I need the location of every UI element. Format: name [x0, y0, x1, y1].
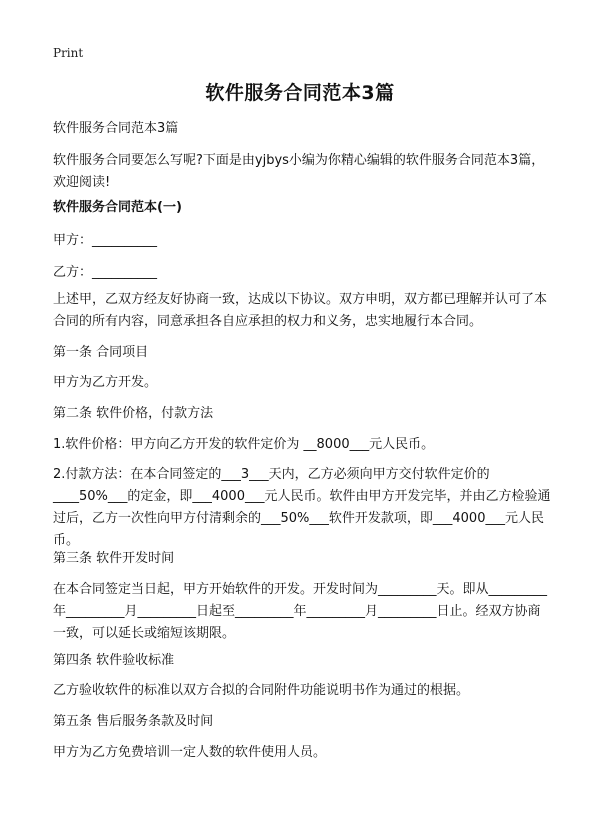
document-subtitle: 软件服务合同范本3篇: [53, 121, 179, 136]
section-heading: 软件服务合同范本(一): [53, 200, 182, 215]
article-3-title: 第三条 软件开发时间: [53, 551, 175, 566]
article-1-text: 甲方为乙方开发。: [53, 375, 158, 390]
preamble-paragraph: 上述甲，乙双方经友好协商一致，达成以下协议。双方申明，双方都已理解并认可了本合同的所有内容，同意承担各自应承担的权力和义务，忠实地履行本合同。: [53, 292, 548, 329]
article-2-item-1: 1.软件价格：甲方向乙方开发的软件定价为 __8000___元人民币。: [53, 437, 435, 452]
article-2-item-2: 2.付款方法：在本合同签定的___3___天内，乙方必须向甲方交付软件定价的____50%___的定金，即___4000___元人民币。软件由甲方开发完毕，并由乙方检验通过后，乙方一次性向甲方付清剩余的___50%___软件开发款项，即___4000___元人民币。: [53, 467, 551, 548]
print-link[interactable]: Print: [53, 46, 84, 60]
article-5-title: 第五条 售后服务条款及时间: [53, 714, 214, 729]
article-5-text: 甲方为乙方免费培训一定人数的软件使用人员。: [53, 745, 327, 760]
document-title: 软件服务合同范本3篇: [205, 82, 395, 104]
party-b-line: 乙方：__________: [53, 265, 158, 280]
article-4-title: 第四条 软件验收标准: [53, 653, 175, 668]
intro-paragraph: 软件服务合同要怎么写呢?下面是由yjbys小编为你精心编辑的软件服务合同范本3篇，欢迎阅读!: [53, 153, 545, 190]
article-1-title: 第一条 合同项目: [53, 345, 149, 360]
party-a-line: 甲方：__________: [53, 233, 158, 248]
article-2-title: 第二条 软件价格，付款方法: [53, 406, 214, 421]
article-3-text: 在本合同签定当日起，甲方开始软件的开发。开发时间为_________天。即从_________年_________月_________日起至_________年_________月_________日止。经双方协商一致，可以延长或缩短该期限。: [53, 582, 548, 641]
article-4-text: 乙方验收软件的标准以双方合拟的合同附件功能说明书作为通过的根据。: [53, 683, 470, 698]
